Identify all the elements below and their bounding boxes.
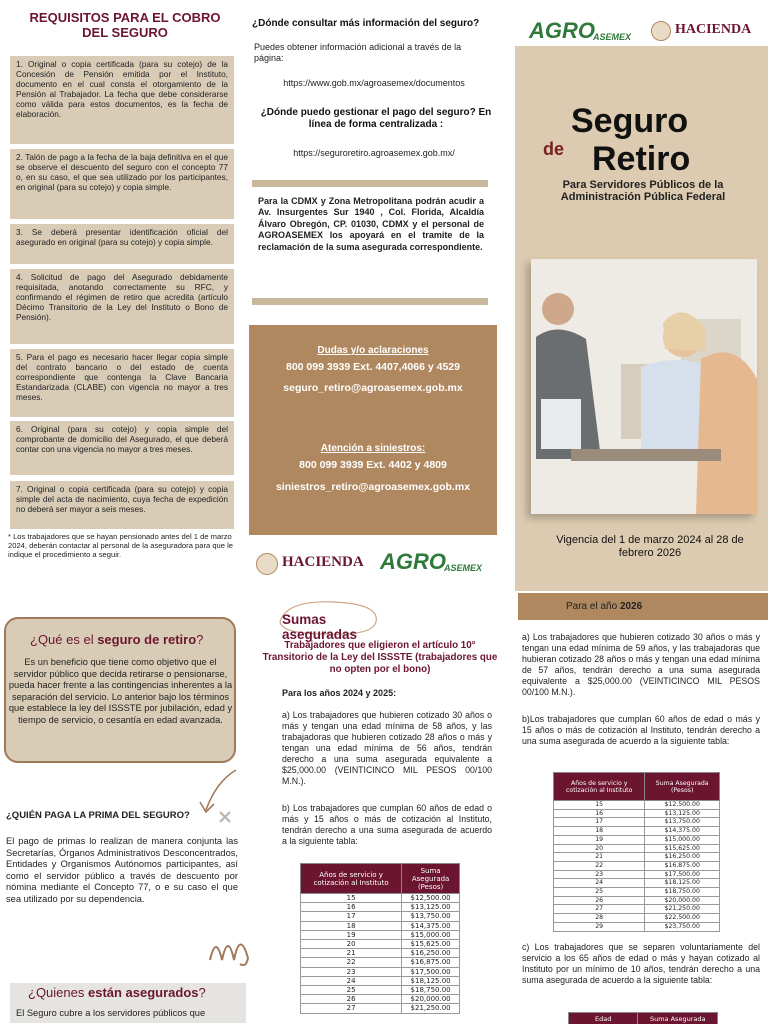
sumas-subtitle: Trabajadores que eligieron el artículo 10° Transitorio de la Ley del ISSSTE (trabajadores que no opten por el bono) bbox=[262, 640, 498, 675]
table-header-edad: Edad bbox=[569, 1013, 638, 1024]
info-question-2: ¿Dónde puedo gestionar el pago del seguro? En línea de forma centralizada : bbox=[260, 107, 492, 130]
requisito-item-1: 1. Original o copia certificada (para su cotejo) de la Concesión de Pensión emitida por el Instituto, documento en el cual consta el otorgamiento de la Pensión al Trabajador. La fecha que debe considerarse como válida para estos documentos, es la fecha de elaboración. bbox=[10, 56, 234, 144]
table-row bbox=[301, 912, 460, 921]
info-paragraph-1: Puedes obtener información adicional a través de la página: bbox=[254, 42, 462, 63]
table-row bbox=[301, 921, 460, 930]
siniestros-label: Atención a siniestros: bbox=[320, 443, 426, 454]
table-cell-years: 23 bbox=[301, 967, 402, 976]
table-cell-years: 16 bbox=[301, 903, 402, 912]
table-cell-sum: $16,250.00 bbox=[645, 853, 720, 862]
divider-bottom bbox=[252, 298, 488, 305]
cover-panel bbox=[515, 16, 768, 591]
sumas-item-b: b) Los trabajadores que cumplan 60 años de edad o más y 15 años o más de cotización al Instituto, tendrán derecho a una suma asegurada de acuerdo a la siguiente tabla: bbox=[282, 803, 492, 846]
table-row bbox=[301, 894, 460, 903]
table-row bbox=[554, 853, 720, 862]
table-cell-years: 26 bbox=[301, 995, 402, 1004]
sumas-table-2026 bbox=[553, 772, 720, 932]
table-cell-years: 20 bbox=[301, 940, 402, 949]
table-row bbox=[554, 827, 720, 836]
table-header-sum: Suma Asegurada bbox=[638, 1013, 718, 1024]
dudas-label: Dudas y/o aclaraciones bbox=[317, 345, 429, 356]
table-cell-sum: $13,125.00 bbox=[402, 903, 460, 912]
table-cell-sum: $14,375.00 bbox=[402, 921, 460, 930]
table-cell-years: 27 bbox=[301, 1004, 402, 1013]
table-cell-sum: $12,500.00 bbox=[402, 894, 460, 903]
sumas-table-edad bbox=[568, 1012, 718, 1024]
table-cell-sum: $15,625.00 bbox=[645, 844, 720, 853]
table-row bbox=[554, 896, 720, 905]
table-cell-years: 16 bbox=[554, 809, 645, 818]
requisito-item-3: 3. Se deberá presentar identificación oficial del asegurado en original (para su cotejo) y copia simple. bbox=[10, 224, 234, 264]
info-link-documentos[interactable]: https://www.gob.mx/agroasemex/documentos bbox=[283, 78, 465, 88]
table-row bbox=[554, 801, 720, 810]
table-cell-years: 17 bbox=[301, 912, 402, 921]
year2026-item-a: a) Los trabajadores que hubieren cotizado 30 años o más y tengan una edad mínima de 59 años, y las trabajadoras que hubieran cotizado 28 años o más y tengan una edad mínima de 57 años, tendrán derecho a una suma asegurada equivalente a $25,000.00 (VEINTICINCO MIL PESOS 00/100 M.N.). bbox=[522, 632, 760, 697]
table-cell-sum: $12,500.00 bbox=[645, 801, 720, 810]
table-cell-sum: $14,375.00 bbox=[645, 827, 720, 836]
agroasemex-logo-mid: AGRO ASEMEX bbox=[380, 549, 483, 574]
table-cell-sum: $15,000.00 bbox=[402, 930, 460, 939]
year-2026-banner: Para el año 2026 bbox=[518, 593, 768, 620]
cover-title-de: de bbox=[543, 139, 565, 159]
table-row bbox=[301, 958, 460, 967]
table-cell-years: 24 bbox=[301, 976, 402, 985]
table-row bbox=[554, 861, 720, 870]
table-header-sum: Suma Asegurada (Pesos) bbox=[645, 773, 720, 801]
table-cell-years: 15 bbox=[554, 801, 645, 810]
hacienda-seal-icon bbox=[256, 553, 278, 575]
table-row bbox=[554, 870, 720, 879]
table-row bbox=[301, 940, 460, 949]
cdmx-paragraph: Para la CDMX y Zona Metropolitana podrán acudir a Av. Insurgentes Sur 1940 , Col. Florida, Alcaldía Álvaro Obregón, CP. 01030, CDMX y el personal de AGROASEMEX los apoyará en el tramite de la reclamación de la suma asegurada correspondiente. bbox=[258, 196, 484, 252]
table-row bbox=[301, 986, 460, 995]
sumas-item-a: a) Los trabajadores que hubieren cotizado 30 años o más y tengan una edad mínima de 58 años, y las trabajadoras que hubieren cotizado 28 años o más y tengan una edad mínima de 56 años, tendrán derecho a una suma asegurada equivalente a $25,000.00 (VEINTICINCO MIL PESOS 00/100 M.N.). bbox=[282, 710, 492, 786]
sumas-years: Para los años 2024 y 2025: bbox=[282, 688, 397, 698]
requisito-item-4: 4. Solicitud de pago del Asegurado debidamente requisitada, anotando correctamente su RFC, y confirmando el régimen de retiro que acredita (artículo Décimo Transitorio de la Ley del Instituto o Bono de Pensión). bbox=[10, 269, 234, 344]
info-question-1: ¿Dónde consultar más información del seguro? bbox=[252, 18, 480, 29]
pension-note: * Los trabajadores que se hayan pensionado antes del 1 de marzo 2024, deberán contactar al personal de la aseguradora para que le indique el procedimiento a seguir. bbox=[8, 532, 234, 559]
siniestros-email[interactable]: siniestros_retiro@agroasemex.gob.mx bbox=[275, 481, 471, 493]
table-row bbox=[301, 976, 460, 985]
table-cell-sum: $13,750.00 bbox=[402, 912, 460, 921]
table-cell-years: 27 bbox=[554, 905, 645, 914]
que-es-title: ¿Qué es el seguro de retiro? bbox=[30, 632, 204, 647]
table-cell-sum: $16,250.00 bbox=[402, 949, 460, 958]
table-cell-years: 25 bbox=[301, 986, 402, 995]
deco-arrow-icon bbox=[186, 762, 246, 832]
table-row bbox=[554, 809, 720, 818]
table-cell-sum: $17,500.00 bbox=[645, 870, 720, 879]
table-header-sum: Suma Asegurada (Pesos) bbox=[402, 864, 460, 894]
agroasemex-logo-cover: AGRO ASEMEX bbox=[529, 18, 632, 43]
dudas-email[interactable]: seguro_retiro@agroasemex.gob.mx bbox=[283, 382, 463, 394]
table-row bbox=[554, 818, 720, 827]
requisitos-title: REQUISITOS PARA EL COBRO DEL SEGURO bbox=[29, 10, 221, 40]
table-row bbox=[554, 844, 720, 853]
year2026-item-b: b)Los trabajadores que cumplan 60 años de edad o más y 15 años o más de cotización al Instituto, tendrán derecho a una suma asegurada de acuerdo a la siguiente tabla: bbox=[522, 714, 760, 746]
table-row bbox=[301, 995, 460, 1004]
table-row bbox=[554, 835, 720, 844]
table-cell-years: 15 bbox=[301, 894, 402, 903]
table-cell-years: 24 bbox=[554, 879, 645, 888]
quienes-body: El Seguro cubre a los servidores públicos que bbox=[16, 1008, 206, 1018]
year2026-item-c: c) Los trabajadores que se separen voluntariamente del servicio a los 65 años de edad o más y hayan cotizado al Instituto por un mínimo de 10 años, tendrán derecho a una suma asegurada de acuerdo a la siguiente tabla: bbox=[522, 942, 760, 985]
table-cell-sum: $15,625.00 bbox=[402, 940, 460, 949]
table-row bbox=[301, 1004, 460, 1013]
table-cell-sum: $21,250.00 bbox=[402, 1004, 460, 1013]
cover-vigencia: Vigencia del 1 de marzo 2024 al 28 de febrero 2026 bbox=[556, 534, 744, 559]
table-row bbox=[301, 930, 460, 939]
cover-photo bbox=[531, 259, 757, 514]
table-row bbox=[301, 967, 460, 976]
table-cell-years: 17 bbox=[554, 818, 645, 827]
table-row bbox=[301, 949, 460, 958]
quien-paga-body: El pago de primas lo realizan de manera conjunta las Secretarías, Órganos Administrativos Desconcentrados, Entidades y Organismos Autónomos participantes, así como el servidor público a través de descuento por nómina mediante el Concepto 77, o e su caso el que sea utilizado por su dependencia. bbox=[6, 836, 238, 904]
table-cell-years: 22 bbox=[554, 861, 645, 870]
requisito-item-5: 5. Para el pago es necesario hacer llegar copia simple del contrato bancario o del estado de cuenta correspondiente que contenga la Clave Bancaria Estandarizada (CLABE) con vigencia no mayor a tres meses. bbox=[10, 349, 234, 417]
table-cell-sum: $22,500.00 bbox=[645, 914, 720, 923]
divider-top bbox=[252, 180, 488, 187]
deco-scribble-icon bbox=[206, 914, 254, 972]
table-cell-sum: $15,000.00 bbox=[645, 835, 720, 844]
table-cell-sum: $13,750.00 bbox=[645, 818, 720, 827]
table-row bbox=[554, 888, 720, 897]
table-cell-sum: $17,500.00 bbox=[402, 967, 460, 976]
hacienda-seal-icon bbox=[651, 21, 671, 41]
table-cell-sum: $20,000.00 bbox=[645, 896, 720, 905]
table-row bbox=[301, 903, 460, 912]
table-cell-sum: $18,750.00 bbox=[645, 888, 720, 897]
table-cell-years: 29 bbox=[554, 922, 645, 931]
sumas-table-2024 bbox=[300, 863, 460, 1014]
table-cell-sum: $18,125.00 bbox=[402, 976, 460, 985]
cover-subtitle: Para Servidores Públicos de la Administración Pública Federal bbox=[560, 179, 726, 203]
table-row bbox=[554, 922, 720, 931]
table-cell-years: 19 bbox=[554, 835, 645, 844]
table-cell-years: 26 bbox=[554, 896, 645, 905]
table-cell-sum: $13,125.00 bbox=[645, 809, 720, 818]
table-row bbox=[554, 879, 720, 888]
table-cell-sum: $16,875.00 bbox=[645, 861, 720, 870]
table-header-years: Años de servicio y cotización al Instituto bbox=[554, 773, 645, 801]
sumas-title: Sumas aseguradas bbox=[282, 612, 358, 642]
table-cell-years: 18 bbox=[301, 921, 402, 930]
table-cell-years: 28 bbox=[554, 914, 645, 923]
requisito-item-6: 6. Original (para su cotejo) y copia simple del comprobante de domicilio del Asegurado, el que deberá contar con una vigencia no mayor a tres meses. bbox=[10, 421, 234, 475]
siniestros-phone[interactable]: 800 099 3939 Ext. 4402 y 4809 bbox=[299, 459, 447, 471]
requisito-item-2: 2. Talón de pago a la fecha de la baja definitiva en el que se observe el descuento del seguro con el concepto 77 o, en su caso, el que sea utilizado por los participantes, en original (para su cotejo) y copia simple. bbox=[10, 149, 234, 219]
table-header-years: Años de servicio y cotización al Instituto bbox=[301, 864, 402, 894]
table-cell-sum: $21,250.00 bbox=[645, 905, 720, 914]
table-cell-sum: $23,750.00 bbox=[645, 922, 720, 931]
table-row bbox=[554, 905, 720, 914]
cover-title-retiro: Retiro bbox=[592, 140, 691, 178]
quien-paga-title: ¿QUIÉN PAGA LA PRIMA DEL SEGURO? bbox=[6, 810, 190, 821]
table-cell-years: 25 bbox=[554, 888, 645, 897]
table-cell-years: 22 bbox=[301, 958, 402, 967]
info-link-seguroretiro[interactable]: https://seguroretiro.agroasemex.gob.mx/ bbox=[293, 148, 455, 158]
hacienda-logo-cover: HACIENDA bbox=[651, 20, 763, 44]
table-cell-years: 21 bbox=[554, 853, 645, 862]
table-cell-sum: $16,875.00 bbox=[402, 958, 460, 967]
dudas-phone[interactable]: 800 099 3939 Ext. 4407,4066 y 4529 bbox=[286, 361, 460, 373]
hacienda-logo-mid: HACIENDA bbox=[256, 552, 374, 576]
contact-panel bbox=[249, 325, 497, 535]
cover-title-seguro: Seguro bbox=[571, 102, 689, 140]
table-row bbox=[554, 914, 720, 923]
que-es-body: Es un beneficio que tiene como objetivo que el servidor público que decida retirarse o pensionarse, pueda hacer frente a las contingencias inherentes a la separación del servicio. Lo anterior bajo los términos que establece la ley del ISSSTE por jubilación, edad y tiempo de servicio, o cesantía en edad avanzada. bbox=[8, 657, 233, 725]
table-cell-years: 23 bbox=[554, 870, 645, 879]
table-cell-years: 20 bbox=[554, 844, 645, 853]
table-cell-years: 19 bbox=[301, 930, 402, 939]
table-cell-years: 18 bbox=[554, 827, 645, 836]
table-cell-sum: $18,750.00 bbox=[402, 986, 460, 995]
table-cell-sum: $18,125.00 bbox=[645, 879, 720, 888]
table-cell-years: 21 bbox=[301, 949, 402, 958]
requisito-item-7: 7. Original o copia certificada (para su cotejo) y copia simple del acta de nacimiento, cuya fecha de expedición no deberá ser mayor a seis meses. bbox=[10, 481, 234, 529]
table-cell-sum: $20,000.00 bbox=[402, 995, 460, 1004]
quienes-title: ¿Quienes están asegurados? bbox=[28, 985, 206, 1000]
